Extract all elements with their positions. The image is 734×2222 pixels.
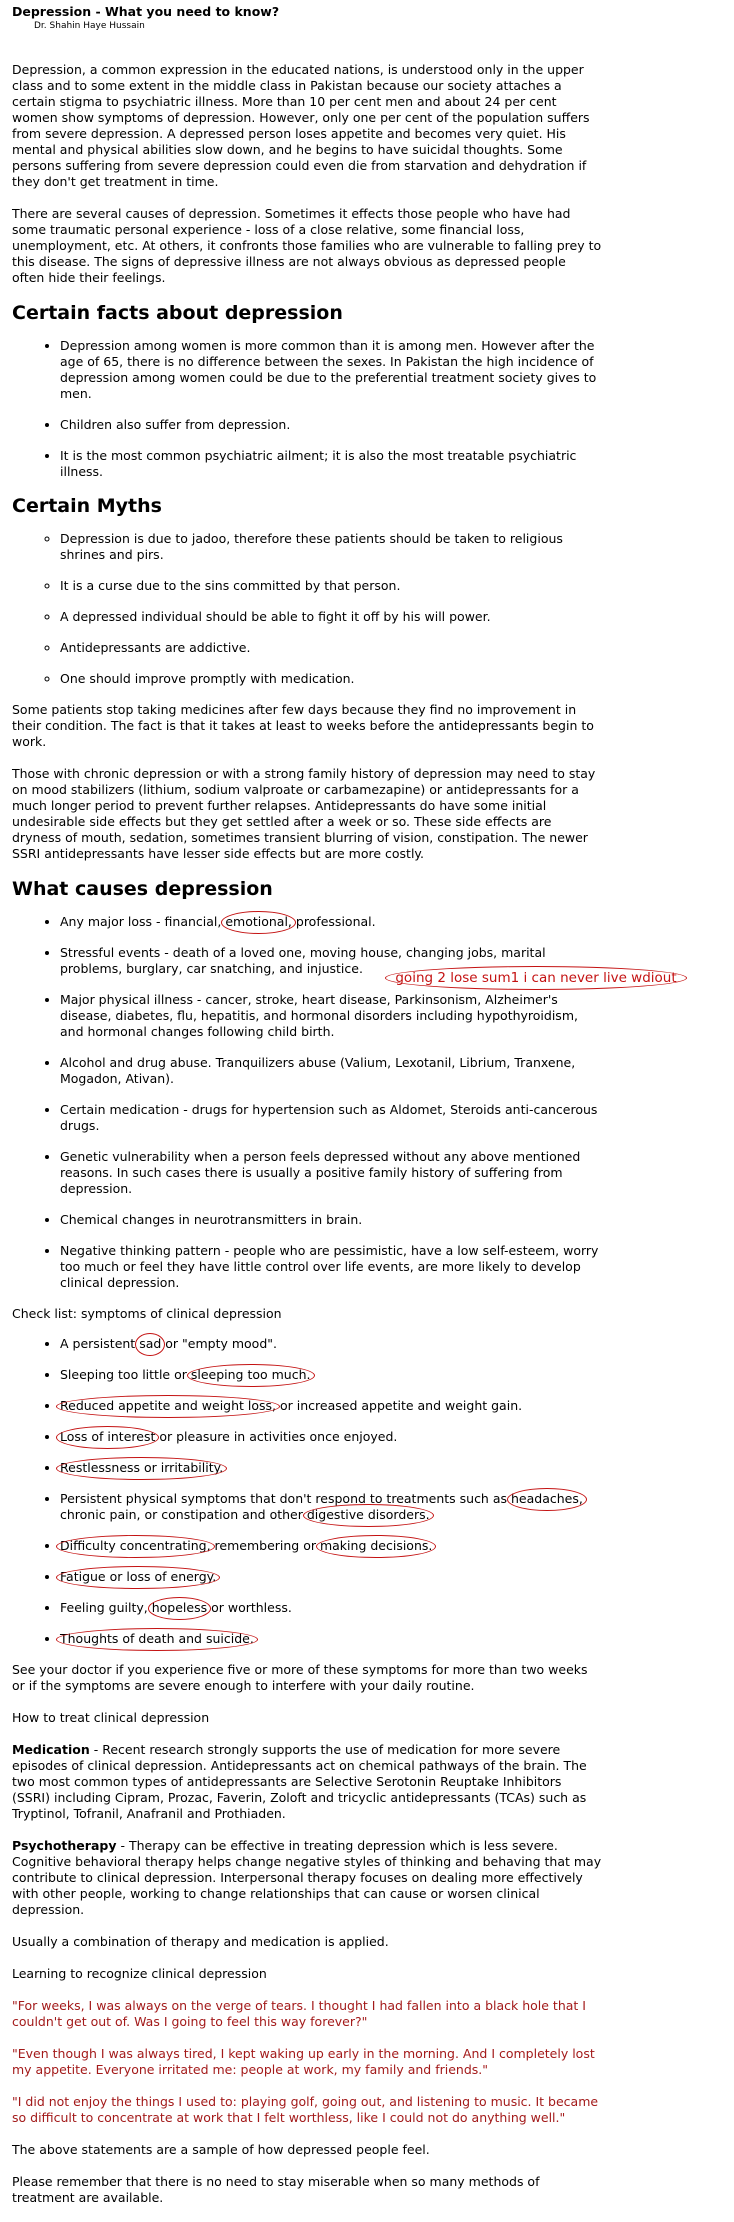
- list-item: • Difficulty concentrating, remembering or making decisions.: [60, 1538, 602, 1554]
- list-item: [60, 1631, 602, 1647]
- combination-paragraph: Usually a combination of therapy and medication is applied.: [12, 1934, 389, 1949]
- body-paragraph: Those with chronic depression or with a strong family history of depression may need to stay on mood stabilizers (lithium, sodium valproate or carbamezapine) or antidepressants for a much longer period to prevent further relapses. Antidepressants do have some initial undesirable side effects but they get settled after a week or so. These side effects are dryness of mouth, sedation, sometimes transient blurring of vision, constipation. The newer SSRI antidepressants have lesser side effects but are more costly.: [12, 766, 596, 861]
- list-item: ◦ One should improve promptly with medication.: [60, 671, 602, 687]
- circled-annotation: Thoughts of death and suicide.: [60, 1631, 254, 1646]
- list-item: ◦ It is a curse due to the sins committed by that person.: [60, 578, 602, 594]
- circled-annotation: Fatigue or loss of energy.: [60, 1569, 217, 1584]
- list-item: • Children also suffer from depression.: [60, 417, 602, 433]
- list-item: • Any major loss - financial, emotional, professional.: [60, 914, 602, 930]
- medication-paragraph: Medication - Recent research strongly supports the use of medication for more severe episodes of clinical depression. Antidepressants act on chemical pathways of the brain. The two most common types of antidepressants are Selective Serotonin Reuptake Inhibitors (SSRI) including Cipram, Prozac, Faverin, Zoloft and tricyclic antidepressants (TCAs) such as Tryptinol, Tofranil, Anafranil and Prothiaden.: [12, 1742, 587, 1821]
- circled-annotation: Restlessness or irritability.: [60, 1460, 224, 1475]
- facts-heading: Certain facts about depression: [12, 302, 343, 324]
- quote: "Even though I was always tired, I kept waking up early in the morning. And I completely lost my appetite. Everyone irritated me: people at work, my family and friends.": [12, 2046, 595, 2077]
- article-author: Dr. Shahin Haye Hussain: [34, 21, 145, 31]
- treat-heading: How to treat clinical depression: [12, 1710, 210, 1725]
- circled-annotation: headaches,: [510, 1491, 583, 1506]
- list-item: • Loss of interest or pleasure in activities once enjoyed.: [60, 1429, 602, 1445]
- list-item: • Chemical changes in neurotransmitters in brain.: [60, 1212, 602, 1228]
- list-item: ◦ Depression is due to jadoo, therefore these patients should be taken to religious shrines and pirs.: [60, 531, 602, 563]
- list-item: • Persistent physical symptoms that don't respond to treatments such as headaches, chronic pain, or constipation and other digestive disorders.: [60, 1491, 602, 1523]
- see-doctor-paragraph: See your doctor if you experience five or more of these symptoms for more than two weeks or if the symptoms are severe enough to interfere with your daily routine.: [12, 1662, 588, 1693]
- list-item: • Depression among women is more common than it is among men. However after the age of 65, there is no difference between the sexes. In Pakistan the high incidence of depression among women could be due to the preferential treatment society gives to men.: [60, 338, 602, 402]
- circled-annotation: hopeless: [151, 1600, 208, 1615]
- list-item: • Certain medication - drugs for hypertension such as Aldomet, Steroids anti-cancerous drugs.: [60, 1102, 602, 1134]
- quote: "For weeks, I was always on the verge of tears. I thought I had fallen into a black hole that I couldn't get out of. Was I going to feel this way forever?": [12, 1998, 586, 2029]
- myths-heading: Certain Myths: [12, 495, 162, 517]
- list-item: • A persistent sad or "empty mood".: [60, 1336, 602, 1352]
- list-item: [60, 1460, 602, 1476]
- circled-annotation: sad: [139, 1336, 162, 1351]
- list-item: [60, 1569, 602, 1585]
- list-item: • Reduced appetite and weight loss, or increased appetite and weight gain.: [60, 1398, 602, 1414]
- intro-paragraph: Depression, a common expression in the educated nations, is understood only in the upper class and to some extent in the middle class in Pakistan because our society attaches a certain stigma to psychiatric illness. More than 10 per cent men and about 24 per cent women show symptoms of depression. However, only one per cent of the population suffers from severe depression. A depressed person loses appetite and becomes very quiet. His mental and physical abilities slow down, and he begins to have suicidal thoughts. Some persons suffering from severe depression could even die from starvation and dehydration if they don't get treatment in time.: [12, 62, 590, 189]
- circled-annotation: digestive disorders.: [306, 1507, 430, 1522]
- intro-paragraph: There are several causes of depression. Sometimes it effects those people who have had some traumatic personal experience - loss of a close relative, some financial loss, unemployment, etc. At others, it confronts those families who are vulnerable to falling prey to this disease. The signs of depressive illness are not always obvious as depressed people often hide their feelings.: [12, 206, 602, 285]
- list-item: • Stressful events - death of a loved one, moving house, changing jobs, marital problems, burglary, car snatching, and injustice.: [60, 945, 602, 977]
- psychotherapy-label: Psychotherapy: [12, 1838, 117, 1853]
- circled-annotation: sleeping too much.: [190, 1367, 311, 1382]
- circled-annotation: emotional,: [225, 914, 292, 929]
- circled-annotation: Loss of interest: [60, 1429, 156, 1444]
- causes-heading: What causes depression: [12, 878, 273, 900]
- medication-label: Medication: [12, 1742, 90, 1757]
- list-item: ◦ A depressed individual should be able to fight it off by his will power.: [60, 609, 602, 625]
- circled-annotation: Reduced appetite and weight loss,: [60, 1398, 277, 1413]
- list-item: • Sleeping too little or sleeping too much.: [60, 1367, 602, 1383]
- closing-paragraph: Please remember that there is no need to stay miserable when so many methods of treatment are available.: [12, 2174, 540, 2205]
- myths-list: [12, 531, 602, 687]
- circled-annotation: making decisions.: [319, 1538, 433, 1553]
- recognize-heading: Learning to recognize clinical depression: [12, 1966, 267, 1981]
- circled-annotation: Difficulty concentrating,: [60, 1538, 211, 1553]
- closing-paragraph: The above statements are a sample of how depressed people feel.: [12, 2142, 430, 2157]
- article: [12, 4, 602, 2222]
- symptoms-list: [12, 1336, 602, 1647]
- article-title: Depression - What you need to know?: [12, 4, 280, 19]
- checklist-heading: Check list: symptoms of clinical depression: [12, 1306, 282, 1321]
- body-paragraph: Some patients stop taking medicines after few days because they find no improvement in their condition. The fact is that it takes at least to weeks before the antidepressants begin to work.: [12, 702, 594, 749]
- list-item: • Negative thinking pattern - people who are pessimistic, have a low self-esteem, worry too much or feel they have little control over life events, are more likely to develop clinical depression.: [60, 1243, 602, 1291]
- list-item: • Feeling guilty, hopeless or worthless.: [60, 1600, 602, 1616]
- list-item: ◦ Antidepressants are addictive.: [60, 640, 602, 656]
- list-item: • Major physical illness - cancer, stroke, heart disease, Parkinsonism, Alzheimer's disease, diabetes, flu, hepatitis, and hormonal disorders including hypothyroidism, and hormonal changes following child birth.: [60, 992, 602, 1040]
- facts-list: [12, 338, 602, 480]
- list-item: • It is the most common psychiatric ailment; it is also the most treatable psychiatric illness.: [60, 448, 602, 480]
- quote: "I did not enjoy the things I used to: playing golf, going out, and listening to music. It became so difficult to concentrate at work that I felt worthless, like I could not do anything well.": [12, 2094, 599, 2125]
- handwritten-note: going 2 lose sum1 i can never live wdiout: [385, 966, 687, 990]
- psychotherapy-paragraph: Psychotherapy - Therapy can be effective in treating depression which is less severe. Cognitive behavioral therapy helps change negative styles of thinking and behaving that may contribute to clinical depression. Interpersonal therapy focuses on dealing more effectively with other people, working to change relationships that can cause or worsen clinical depression.: [12, 1838, 602, 1917]
- list-item: • Alcohol and drug abuse. Tranquilizers abuse (Valium, Lexotanil, Librium, Tranxene, Mogadon, Ativan).: [60, 1055, 602, 1087]
- list-item: • Genetic vulnerability when a person feels depressed without any above mentioned reasons. In such cases there is usually a positive family history of suffering from depression.: [60, 1149, 602, 1197]
